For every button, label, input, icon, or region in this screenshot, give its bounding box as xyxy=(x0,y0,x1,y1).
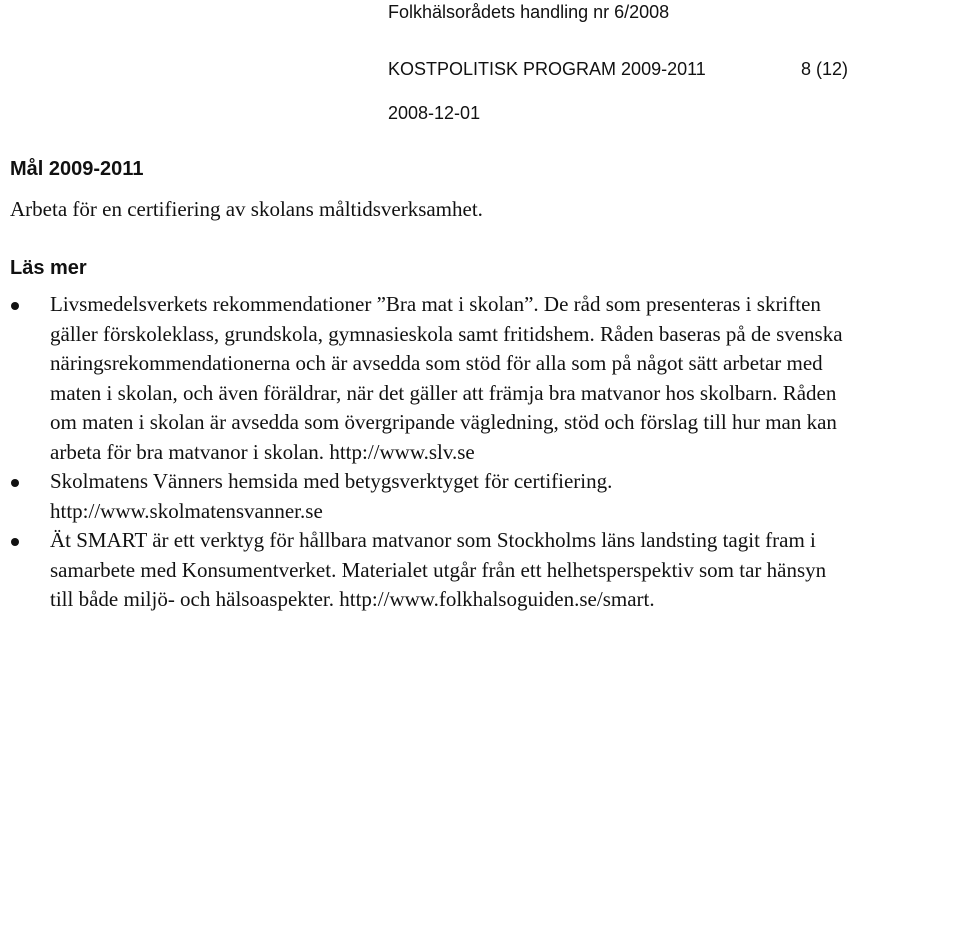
list-item xyxy=(0,290,850,467)
read-more-heading: Läs mer xyxy=(10,257,87,279)
bullet-icon xyxy=(11,302,19,310)
goal-text: Arbeta för en certifiering av skolans måltidsverksamhet. xyxy=(10,197,483,221)
document-header-title: Folkhälsorådets handling nr 6/2008 xyxy=(388,2,670,22)
list-item-text: Ät SMART är ett verktyg för hållbara matvanor som Stockholms läns landsting tagit fram i samarbete med Konsumentverket. Materialet utgår från ett helhetsperspektiv som tar hänsyn till både miljö- och hälsoaspekter. xyxy=(50,528,827,611)
document-date: 2008-12-01 xyxy=(388,103,481,123)
url-link[interactable]: http://www.slv.se xyxy=(329,439,475,464)
bullet-icon xyxy=(11,538,19,546)
goal-heading: Mål 2009-2011 xyxy=(10,158,144,180)
list-item xyxy=(0,467,850,526)
list-item-text: Skolmatens Vänners hemsida med betygsverktyget för certifiering. xyxy=(50,469,613,493)
list-item xyxy=(0,526,850,615)
bullet-icon xyxy=(11,479,19,487)
url-link[interactable]: http://www.skolmatensvanner.se xyxy=(50,498,323,523)
list-item-text: Livsmedelsverkets rekommendationer ”Bra mat i skolan”. De råd som presenteras i skriften gäller förskoleklass, grundskola, gymnasieskola samt fritidshem. Råden baseras på de svenska näringsrekommendationerna och är avsedda som stöd för alla som på något sätt arbetar med maten i skolan, och även föräldrar, när det gäller att främja bra matvanor hos skolbarn. Råden om maten i skolan är avsedda som övergripande vägledning, stöd och förslag till hur man kan arbeta för bra matvanor i skolan. xyxy=(50,292,843,464)
program-title: KOSTPOLITISK PROGRAM 2009-2011 xyxy=(388,59,706,79)
read-more-list xyxy=(0,290,960,615)
url-link[interactable]: http://www.folkhalsoguiden.se/smart. xyxy=(339,587,655,611)
page-number: 8 (12) xyxy=(801,59,849,79)
